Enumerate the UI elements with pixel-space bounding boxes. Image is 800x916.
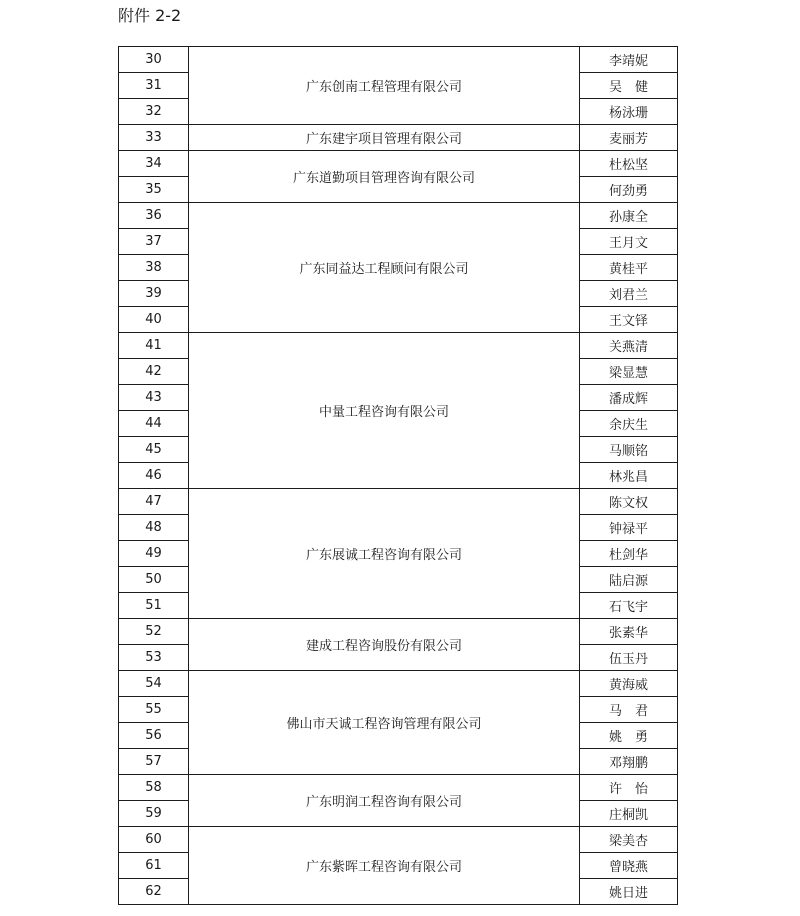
row-number: 54	[119, 671, 189, 697]
person-name: 孙康全	[580, 203, 678, 229]
person-name: 杜松坚	[580, 151, 678, 177]
person-name: 马顺铭	[580, 437, 678, 463]
person-name: 姚日进	[580, 879, 678, 905]
row-number: 47	[119, 489, 189, 515]
person-name: 伍玉丹	[580, 645, 678, 671]
company-name: 广东紫晖工程咨询有限公司	[189, 827, 580, 905]
row-number: 55	[119, 697, 189, 723]
table-row	[119, 203, 678, 229]
person-name: 黄海威	[580, 671, 678, 697]
row-number: 49	[119, 541, 189, 567]
person-name: 潘成辉	[580, 385, 678, 411]
company-name: 广东道勤项目管理咨询有限公司	[189, 151, 580, 203]
row-number: 36	[119, 203, 189, 229]
row-number: 46	[119, 463, 189, 489]
row-number: 31	[119, 73, 189, 99]
attachment-heading: 附件 2-2	[118, 6, 182, 25]
person-name: 梁显慧	[580, 359, 678, 385]
company-name: 广东创南工程管理有限公司	[189, 47, 580, 125]
person-name: 林兆昌	[580, 463, 678, 489]
person-name: 吴 健	[580, 73, 678, 99]
person-name: 梁美杏	[580, 827, 678, 853]
row-number: 44	[119, 411, 189, 437]
row-number: 35	[119, 177, 189, 203]
table-row	[119, 671, 678, 697]
row-number: 39	[119, 281, 189, 307]
person-name: 姚 勇	[580, 723, 678, 749]
row-number: 52	[119, 619, 189, 645]
row-number: 30	[119, 47, 189, 73]
person-name: 王文铎	[580, 307, 678, 333]
row-number: 41	[119, 333, 189, 359]
table-row	[119, 619, 678, 645]
row-number: 38	[119, 255, 189, 281]
row-number: 51	[119, 593, 189, 619]
company-name: 佛山市天诚工程咨询管理有限公司	[189, 671, 580, 775]
person-name: 钟禄平	[580, 515, 678, 541]
person-name: 黄桂平	[580, 255, 678, 281]
row-number: 60	[119, 827, 189, 853]
person-name: 杨泳珊	[580, 99, 678, 125]
row-number: 34	[119, 151, 189, 177]
person-name: 何劲勇	[580, 177, 678, 203]
row-number: 61	[119, 853, 189, 879]
table-row	[119, 47, 678, 73]
table-row	[119, 489, 678, 515]
table-row	[119, 827, 678, 853]
person-name: 许 怡	[580, 775, 678, 801]
person-name: 关燕清	[580, 333, 678, 359]
person-name: 张素华	[580, 619, 678, 645]
row-number: 59	[119, 801, 189, 827]
row-number: 57	[119, 749, 189, 775]
person-name: 曾晓燕	[580, 853, 678, 879]
person-name: 邓翔鹏	[580, 749, 678, 775]
row-number: 53	[119, 645, 189, 671]
row-number: 48	[119, 515, 189, 541]
company-name: 广东展诚工程咨询有限公司	[189, 489, 580, 619]
company-name: 中量工程咨询有限公司	[189, 333, 580, 489]
person-name: 余庆生	[580, 411, 678, 437]
person-name: 刘君兰	[580, 281, 678, 307]
person-name: 马 君	[580, 697, 678, 723]
person-name: 王月文	[580, 229, 678, 255]
company-name: 广东同益达工程顾问有限公司	[189, 203, 580, 333]
row-number: 37	[119, 229, 189, 255]
person-name: 陆启源	[580, 567, 678, 593]
row-number: 45	[119, 437, 189, 463]
table-row	[119, 125, 678, 151]
row-number: 42	[119, 359, 189, 385]
row-number: 58	[119, 775, 189, 801]
person-name: 石飞宇	[580, 593, 678, 619]
person-name: 李靖妮	[580, 47, 678, 73]
table-row	[119, 151, 678, 177]
roster-table	[118, 46, 678, 905]
row-number: 40	[119, 307, 189, 333]
row-number: 62	[119, 879, 189, 905]
roster-body	[119, 47, 678, 905]
row-number: 43	[119, 385, 189, 411]
person-name: 陈文权	[580, 489, 678, 515]
person-name: 杜剑华	[580, 541, 678, 567]
company-name: 广东建宇项目管理有限公司	[189, 125, 580, 151]
row-number: 32	[119, 99, 189, 125]
row-number: 50	[119, 567, 189, 593]
company-name: 广东明润工程咨询有限公司	[189, 775, 580, 827]
table-row	[119, 775, 678, 801]
person-name: 庄桐凯	[580, 801, 678, 827]
person-name: 麦丽芳	[580, 125, 678, 151]
row-number: 33	[119, 125, 189, 151]
table-row	[119, 333, 678, 359]
company-name: 建成工程咨询股份有限公司	[189, 619, 580, 671]
row-number: 56	[119, 723, 189, 749]
